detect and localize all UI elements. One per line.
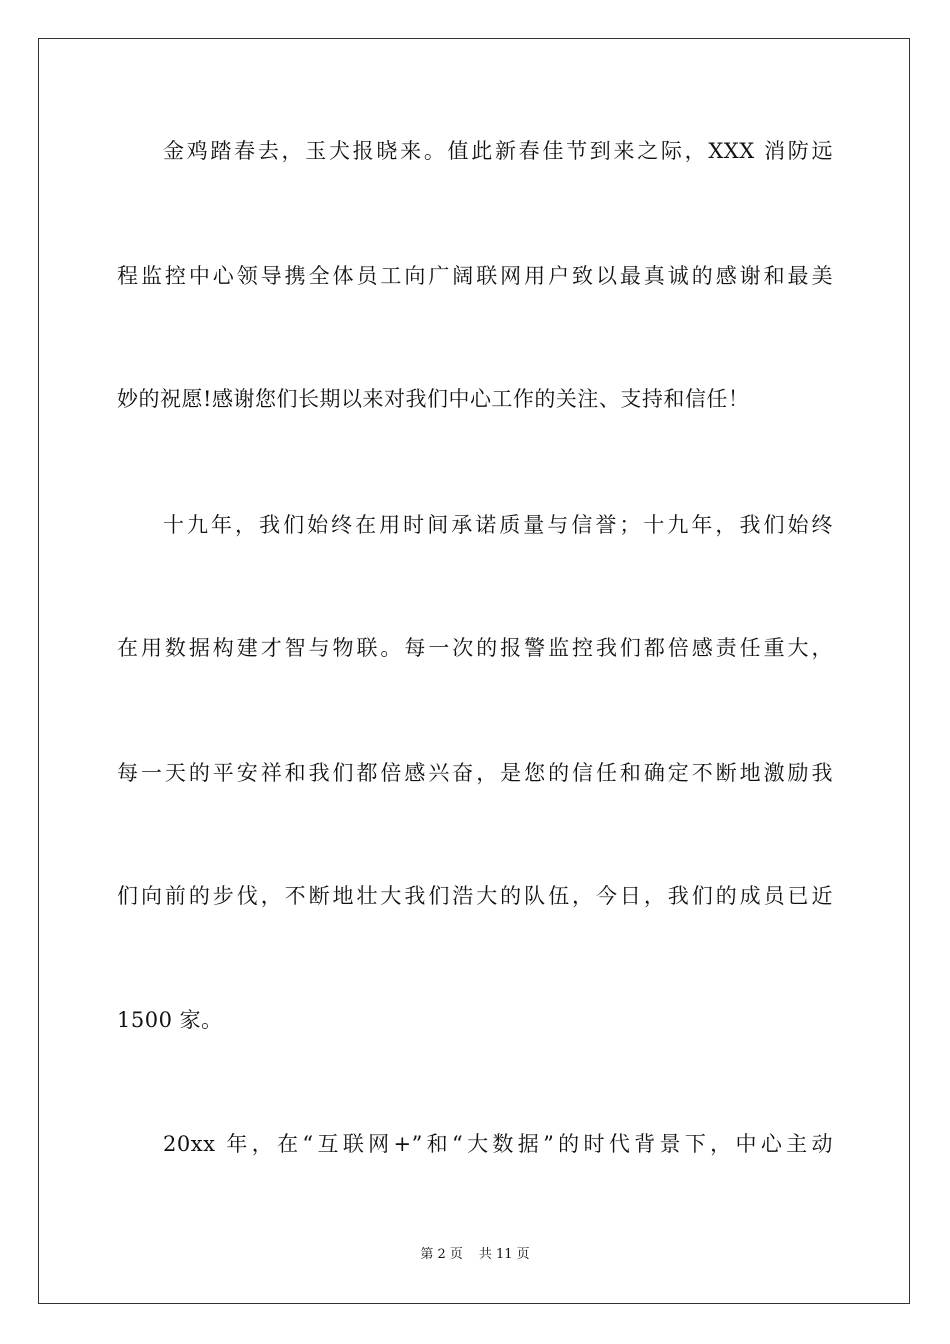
page-border xyxy=(38,38,910,1304)
paragraph-line: 1500 家。 xyxy=(117,1008,223,1032)
paragraph-line: 在用数据构建才智与物联。每一次的报警监控我们都倍感责任重大， xyxy=(117,636,833,660)
paragraph-line: 每一天的平安祥和我们都倍感兴奋，是您的信任和确定不断地激励我 xyxy=(117,761,833,785)
paragraph-line: 20xx 年，在“互联网+”和“大数据”的时代背景下，中心主动 xyxy=(163,1132,833,1156)
page-number: 第 2 页 xyxy=(420,1247,463,1262)
paragraph-line: 程监控中心领导携全体员工向广阔联网用户致以最真诚的感谢和最美 xyxy=(117,264,833,288)
paragraph-line: 们向前的步伐，不断地壮大我们浩大的队伍，今日，我们的成员已近 xyxy=(117,884,833,908)
page-footer xyxy=(0,1246,950,1264)
paragraph-line: 十九年，我们始终在用时间承诺质量与信誉；十九年，我们始终 xyxy=(163,513,833,537)
paragraph-line: 妙的祝愿!感谢您们长期以来对我们中心工作的关注、支持和信任！ xyxy=(117,387,750,411)
paragraph-line: 金鸡踏春去，玉犬报晓来。值此新春佳节到来之际，XXX 消防远 xyxy=(163,139,833,163)
page-total: 共 11 页 xyxy=(478,1247,530,1262)
